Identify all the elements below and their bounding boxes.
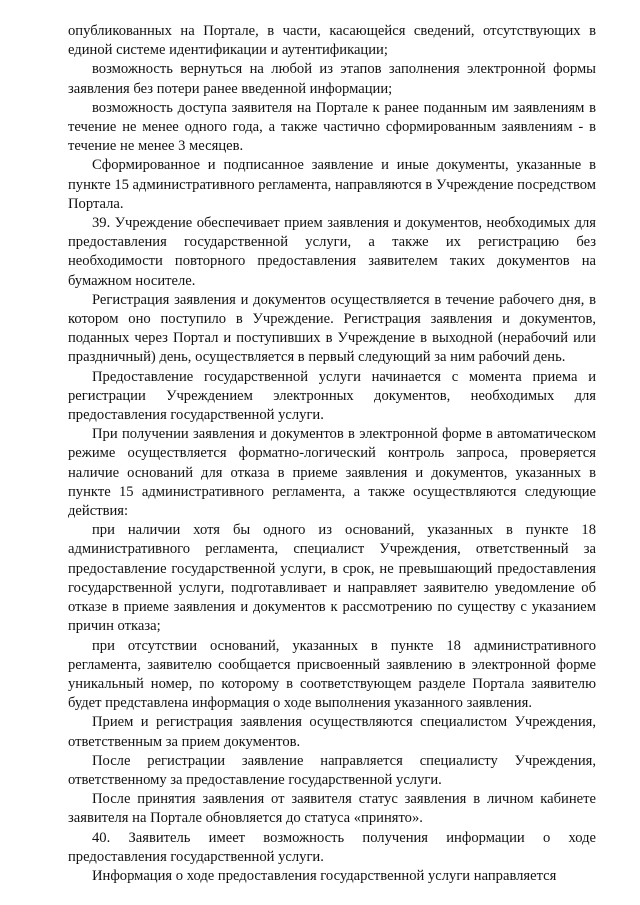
paragraph: После регистрации заявление направляется специалисту Учреждения, ответственному за предоставление государственной услуги. — [68, 752, 596, 788]
document-body — [68, 22, 596, 886]
paragraph: возможность вернуться на любой из этапов заполнения электронной формы заявления без потери ранее введенной информации; — [68, 61, 596, 97]
paragraph: возможность доступа заявителя на Портале к ранее поданным им заявлениям в течение не менее одного года, а также частично сформированным заявлениям - в течение не менее 3 месяцев. — [68, 99, 596, 155]
paragraph: опубликованных на Портале, в части, касающейся сведений, отсутствующих в единой системе идентификации и аутентификации; — [68, 23, 596, 59]
paragraph: Прием и регистрация заявления осуществляются специалистом Учреждения, ответственным за прием документов. — [68, 714, 596, 750]
paragraph: Сформированное и подписанное заявление и иные документы, указанные в пункте 15 административного регламента, направляются в Учреждение посредством Портала. — [68, 157, 596, 212]
paragraph: После принятия заявления от заявителя статус заявления в личном кабинете заявителя на Портале обновляется до статуса «принято». — [68, 791, 596, 827]
paragraph: Регистрация заявления и документов осуществляется в течение рабочего дня, в котором оно поступило в Учреждение. Регистрация заявления и документов, поданных через Портал и поступивших в Учреждение в выходной (нерабочий или праздничный) день, осуществляется в первый следующий за ним рабочий день. — [68, 291, 596, 366]
paragraph: при отсутствии оснований, указанных в пункте 18 административного регламента, заявителю сообщается присвоенный заявлению в электронной форме уникальный номер, по которому в соответствующем разделе Портала заявителю будет представлена информация о ходе выполнения указанного заявления. — [68, 637, 596, 712]
paragraph: при наличии хотя бы одного из оснований, указанных в пункте 18 административного регламента, специалист Учреждения, ответственный за предоставление государственной услуги, в срок, не превышающий предоставления государственной услуги, подготавливает и направляет заявителю уведомление об отказе в приеме заявления и документов к рассмотрению по существу с указанием причин отказа; — [68, 522, 596, 635]
paragraph: 39. Учреждение обеспечивает прием заявления и документов, необходимых для предоставления государственной услуги, а также их регистрацию без необходимости повторного предоставления заявителем таких документов на бумажном носителе. — [68, 215, 596, 289]
paragraph: 40. Заявитель имеет возможность получения информации о ходе предоставления государственной услуги. — [68, 829, 596, 865]
paragraph: При получении заявления и документов в электронной форме в автоматическом режиме осуществляется форматно-логический контроль запроса, проверяется наличие оснований для отказа в приеме заявления и документов, указанных в пункте 15 административного регламента, а также осуществляются следующие действия: — [68, 426, 596, 520]
paragraph: Предоставление государственной услуги начинается с момента приема и регистрации Учреждением электронных документов, необходимых для предоставления государственной услуги. — [68, 368, 596, 424]
paragraph: Информация о ходе предоставления государственной услуги направляется — [92, 867, 557, 884]
